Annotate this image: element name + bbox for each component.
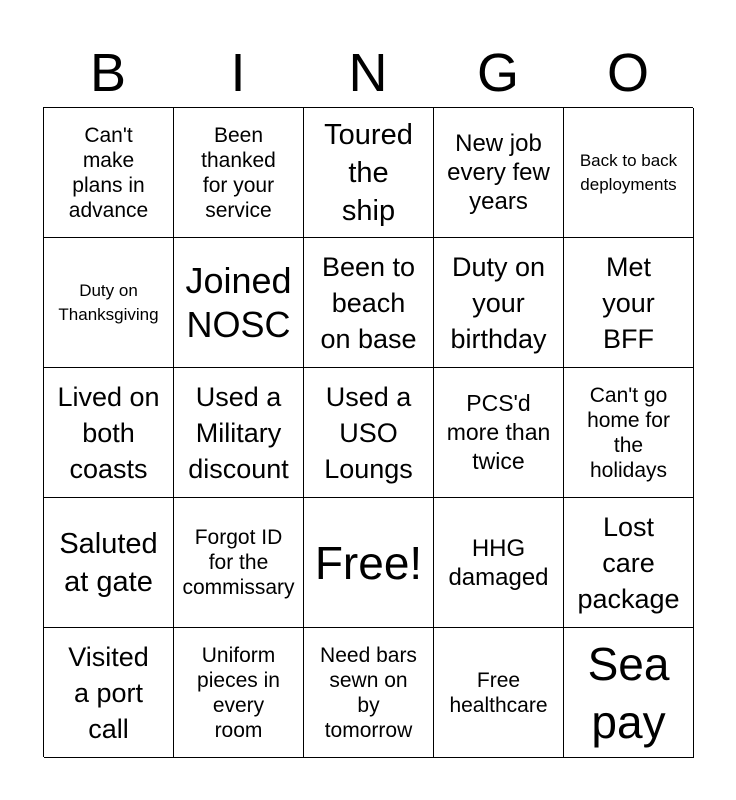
bingo-cell[interactable]: [44, 368, 174, 498]
cell-text: Visited a port call: [68, 641, 149, 744]
bingo-cell[interactable]: [434, 368, 564, 498]
cell-text: New job every few years: [447, 130, 550, 215]
bingo-cell[interactable]: [304, 368, 434, 498]
bingo-cell[interactable]: [564, 498, 694, 628]
bingo-cell[interactable]: [434, 108, 564, 238]
bingo-header: [43, 40, 693, 106]
free-space-cell[interactable]: [304, 498, 434, 628]
bingo-cell[interactable]: [44, 238, 174, 368]
header-letter-n: N: [348, 43, 388, 103]
cell-text: Need bars sewn on by tomorrow: [320, 643, 417, 742]
bingo-cell[interactable]: [564, 238, 694, 368]
cell-text: PCS'd more than twice: [446, 390, 551, 474]
bingo-cell[interactable]: [564, 108, 694, 238]
bingo-cell[interactable]: [304, 238, 434, 368]
cell-text: Been to beach on base: [320, 251, 417, 354]
bingo-cell[interactable]: [44, 498, 174, 628]
bingo-cell[interactable]: [174, 498, 304, 628]
cell-text: Joined NOSC: [185, 259, 292, 345]
cell-text: Sea pay: [587, 637, 670, 748]
cell-text: Lived on both coasts: [57, 381, 160, 484]
header-letter-g: G: [476, 43, 519, 103]
bingo-cell[interactable]: [564, 628, 694, 758]
bingo-cell[interactable]: [174, 108, 304, 238]
cell-text: Saluted at gate: [59, 527, 158, 598]
cell-text: Toured the ship: [324, 118, 413, 227]
cell-text: Can't go home for the holidays: [587, 383, 670, 482]
cell-text: Free healthcare: [449, 668, 548, 717]
cell-text: Duty on your birthday: [450, 251, 547, 354]
bingo-cell[interactable]: [564, 368, 694, 498]
bingo-cell[interactable]: [434, 498, 564, 628]
cell-text: Been thanked for your service: [201, 123, 276, 222]
bingo-cell[interactable]: [174, 628, 304, 758]
bingo-grid: [43, 107, 693, 757]
bingo-cell[interactable]: [434, 238, 564, 368]
cell-text: Uniform pieces in every room: [197, 643, 280, 742]
cell-text: Can't make plans in advance: [68, 123, 149, 222]
bingo-cell[interactable]: [434, 628, 564, 758]
bingo-cell[interactable]: [304, 108, 434, 238]
header-letter-o: O: [606, 43, 649, 103]
cell-text: Lost care package: [577, 511, 680, 614]
bingo-cell[interactable]: [174, 368, 304, 498]
cell-text: Used a USO Loungs: [324, 381, 413, 484]
bingo-cell[interactable]: [174, 238, 304, 368]
cell-text: Forgot ID for the commissary: [182, 526, 295, 599]
cell-text: Met your BFF: [602, 251, 655, 354]
header-letter-b: B: [89, 43, 127, 103]
cell-text: Used a Military discount: [188, 381, 289, 484]
free-space-text: Free!: [314, 536, 423, 589]
bingo-cell[interactable]: [44, 108, 174, 238]
bingo-cell[interactable]: [44, 628, 174, 758]
cell-text: HHG damaged: [448, 534, 549, 591]
bingo-cell[interactable]: [304, 628, 434, 758]
header-letter-i: I: [230, 43, 246, 103]
cell-text: Duty on Thanksgiving: [58, 280, 159, 324]
cell-text: Back to back deployments: [579, 150, 678, 194]
